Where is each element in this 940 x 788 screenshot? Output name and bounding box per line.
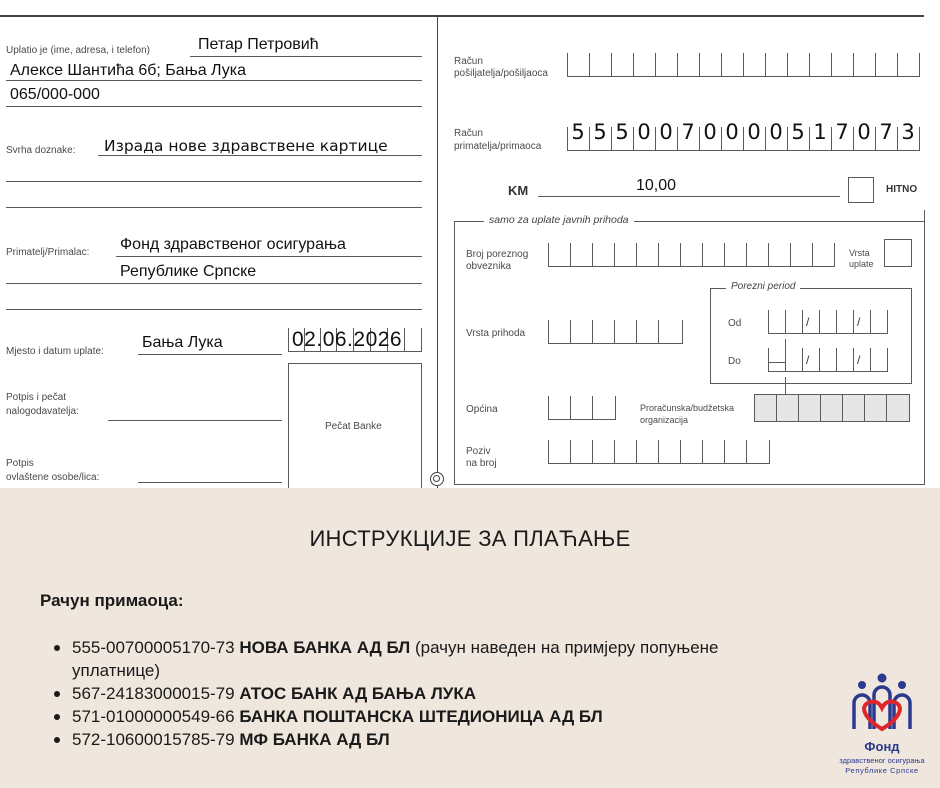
account-digit: 0 xyxy=(659,120,673,144)
bank-name: МФ БАНКА АД БЛ xyxy=(239,730,390,749)
recipient-label: Primatelj/Primalac: xyxy=(6,247,90,258)
budget-org-label-2: organizacija xyxy=(640,415,689,425)
municipality-label: Općina xyxy=(466,404,498,415)
family-heart-icon xyxy=(832,671,932,737)
fund-logo xyxy=(832,671,932,781)
account-number: 567-24183000015-79 xyxy=(72,684,235,703)
account-digit: 7 xyxy=(681,120,695,144)
recipient-line-1: Фонд здравственог осигурања xyxy=(120,236,346,253)
account-digit: 5 xyxy=(791,120,805,144)
tax-period-label: Porezni period xyxy=(726,281,800,292)
tax-period-to-boxes xyxy=(768,348,904,372)
bank-stamp-label: Pečat Banke xyxy=(325,421,382,432)
account-number: 572-10600015785-79 xyxy=(72,730,235,749)
revenue-type-boxes xyxy=(548,320,684,344)
account-number: 571-01000000549-66 xyxy=(72,707,235,726)
purpose-value: Израда нове здравствене картице xyxy=(104,137,388,155)
bank-stamp-box xyxy=(288,363,422,488)
account-digit: 0 xyxy=(857,120,871,144)
tax-number-label-2: obveznika xyxy=(466,261,512,272)
sender-account-label-2: pošiljatelja/pošiljaoca xyxy=(454,68,548,79)
public-revenue-label: samo za uplate javnih prihoda xyxy=(484,214,634,226)
sign-authorized-label-1: Potpis xyxy=(6,458,34,469)
to-slash-2: / xyxy=(857,353,861,367)
bank-name: БАНКА ПОШТАНСКА ШТЕДИОНИЦА АД БЛ xyxy=(239,707,603,726)
list-item xyxy=(40,728,800,751)
account-note: (рачун наведен на примјеру попуњене уплатнице) xyxy=(72,638,719,680)
sender-account-label-1: Račun xyxy=(454,56,483,67)
budget-org-label-1: Proračunska/budžetska xyxy=(640,403,735,413)
sign-payer-label-2: nalogodavatelja: xyxy=(6,406,79,417)
recipient-line-2: Републике Српске xyxy=(120,263,257,280)
account-digit: 0 xyxy=(637,120,651,144)
municipality-boxes xyxy=(548,396,616,420)
list-item xyxy=(40,705,800,728)
recipient-account-label-2: primatelja/primaoca xyxy=(454,141,542,152)
tax-number-boxes xyxy=(548,243,838,267)
instructions-panel xyxy=(0,488,940,788)
reference-label-1: Poziv xyxy=(466,446,491,457)
recipient-account-heading: Рачун примаоца: xyxy=(40,591,184,610)
account-digit: 0 xyxy=(747,120,761,144)
urgent-label: HITNO xyxy=(886,184,918,195)
bank-name: НОВА БАНКА АД БЛ xyxy=(239,638,411,657)
logo-subtitle-2: Републике Српске xyxy=(845,766,919,775)
payer-address: Алексе Шантића 6б; Бања Лука xyxy=(10,62,246,79)
account-number: 555-00700005170-73 xyxy=(72,638,235,657)
account-digit: 7 xyxy=(879,120,893,144)
logo-name: Фонд xyxy=(864,739,900,754)
tax-period-from-boxes xyxy=(768,310,904,334)
account-digit: 0 xyxy=(703,120,717,144)
from-slash-2: / xyxy=(857,315,861,329)
date-value: 02.06.2026 xyxy=(292,328,403,351)
place-value: Бања Лука xyxy=(142,334,223,351)
list-item xyxy=(40,682,800,705)
reference-label-2: na broj xyxy=(466,458,497,469)
payment-type-label-1: Vrsta xyxy=(849,248,870,258)
reference-boxes xyxy=(548,440,772,464)
payer-label: Uplatio je (ime, adresa, i telefon) xyxy=(6,45,150,56)
list-item xyxy=(40,636,800,682)
amount-value: 10,00 xyxy=(636,177,677,194)
recipient-account-label-1: Račun xyxy=(454,128,483,139)
account-digit: 0 xyxy=(725,120,739,144)
sign-authorized-label-2: ovlaštene osobe/lica: xyxy=(6,472,100,483)
payment-type-box[interactable] xyxy=(884,239,912,267)
bank-name: АТОС БАНК АД БАЊА ЛУКА xyxy=(239,684,476,703)
account-digit: 3 xyxy=(901,120,915,144)
instructions-title: ИНСТРУКЦИЈЕ ЗА ПЛАЋАЊЕ xyxy=(309,526,631,551)
sender-account-boxes xyxy=(567,53,924,77)
to-slash-1: / xyxy=(806,353,810,367)
account-digit: 1 xyxy=(813,120,827,144)
revenue-type-label: Vrsta prihoda xyxy=(466,328,526,339)
sign-payer-label-1: Potpis i pečat xyxy=(6,392,67,403)
payer-name: Петар Петровић xyxy=(198,36,319,53)
account-digit: 7 xyxy=(835,120,849,144)
account-digit: 0 xyxy=(769,120,783,144)
amount-label: KM xyxy=(508,183,529,198)
perforation-mark-icon xyxy=(430,472,444,486)
account-list xyxy=(40,636,800,751)
recipient-account-digits xyxy=(567,120,919,144)
payer-phone: 065/000-000 xyxy=(10,86,100,103)
place-date-label: Mjesto i datum uplate: xyxy=(6,346,104,357)
account-digit: 5 xyxy=(593,120,607,144)
account-digit: 5 xyxy=(615,120,629,144)
to-label: Do xyxy=(728,356,741,367)
logo-subtitle-1: здравственог осигурања xyxy=(839,756,925,765)
from-slash-1: / xyxy=(806,315,810,329)
tax-number-label-1: Broj poreznog xyxy=(466,249,529,260)
urgent-checkbox[interactable] xyxy=(848,177,874,203)
purpose-label: Svrha doznake: xyxy=(6,145,76,156)
from-label: Od xyxy=(728,318,742,329)
payment-type-label-2: uplate xyxy=(849,259,874,269)
account-digit: 5 xyxy=(571,120,585,144)
budget-org-boxes xyxy=(754,394,910,422)
